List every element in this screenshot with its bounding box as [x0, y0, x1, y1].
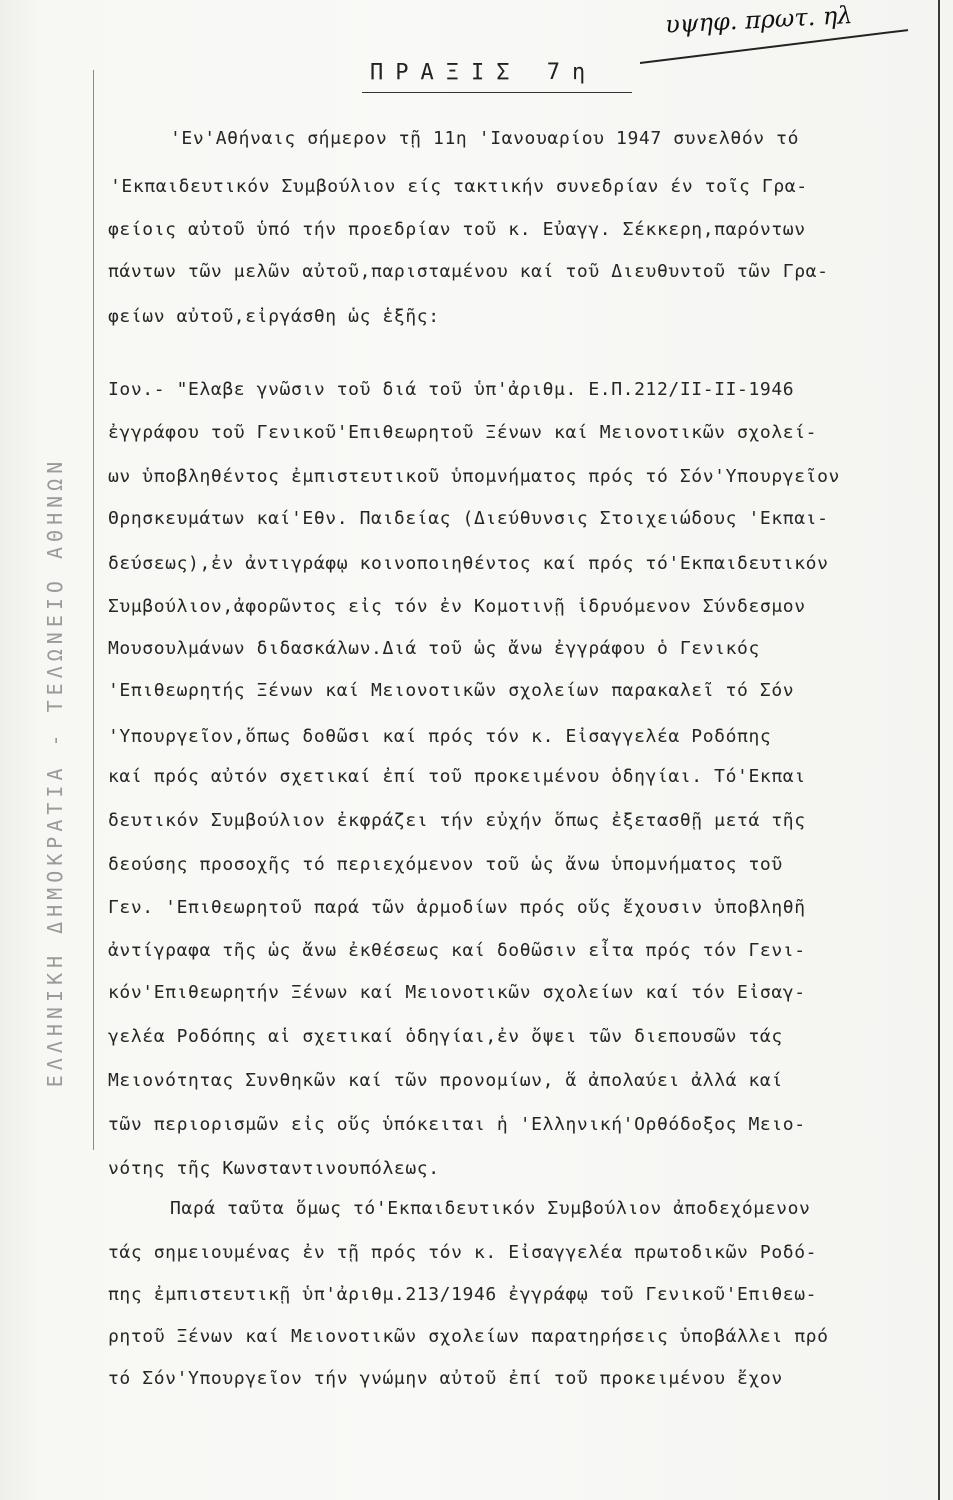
document-line: ρητοῦ Ξένων καί Μειονοτικῶν σχολείων παρατηρήσεις ὑποβάλλει πρό: [108, 1326, 829, 1347]
document-line: νότης τῆς Κωνσταντινουπόλεως.: [108, 1158, 440, 1179]
document-line: τό Σόν'Υπουργεῖον τήν γνώμην αὐτοῦ ἐπί τοῦ προκειμένου ἔχον: [108, 1368, 783, 1389]
document-line: ἀντίγραφα τῆς ὡς ἄνω ἐκθέσεως καί δοθῶσιν εἶτα πρός τόν Γενι-: [108, 940, 806, 961]
side-stamp: ΕΛΛΗΝΙΚΗ ΔΗΜΟΚΡΑΤΙΑ - ΤΕΛΩΝΕΙΟ ΑΘΗΝΩΝ: [43, 456, 67, 1088]
document-line: ων ὑποβληθέντος ἐμπιστευτικοῦ ὑπομνήματος πρός τό Σόν'Υπουργεῖον: [108, 466, 840, 487]
document-line: φείοις αὐτοῦ ὑπό τήν προεδρίαν τοῦ κ. Εὐαγγ. Σέκκερη,παρόντων: [108, 219, 806, 240]
document-line: τῶν περιορισμῶν εἰς οὕς ὑπόκειται ἡ 'Ελληνική'Ορθόδοξος Μειο-: [108, 1114, 806, 1135]
document-line: πάντων τῶν μελῶν αὐτοῦ,παρισταμένου καί τοῦ Διευθυντοῦ τῶν Γρα-: [108, 261, 829, 282]
document-line: πης ἐμπιστευτικῇ ὑπ'ἀριθμ.213/1946 ἐγγράφῳ τοῦ Γενικοῦ'Επιθεω-: [108, 1284, 818, 1305]
document-line: Μειονότητας Συνθηκῶν καί τῶν προνομίων, ἅ ἀπολαύει ἀλλά καί: [108, 1070, 783, 1091]
document-line: ἐγγράφου τοῦ Γενικοῦ'Επιθεωρητοῦ Ξένων καί Μειονοτικῶν σχολεί-: [108, 422, 818, 443]
document-line: Συμβούλιον,ἀφορῶντος εἰς τόν ἐν Κομοτινῇ ἱδρυόμενον Σύνδεσμον: [108, 596, 806, 617]
document-line: φείων αὐτοῦ,εἰργάσθη ὡς ἑξῆς:: [108, 306, 440, 327]
document-line: Γεν. 'Επιθεωρητοῦ παρά τῶν ἁρμοδίων πρός οὕς ἔχουσιν ὑποβληθῆ: [108, 897, 806, 918]
document-line: Θρησκευμάτων καί'Εθν. Παιδείας (Διεύθυνσις Στοιχειώδους 'Εκπαι-: [108, 508, 829, 529]
page-edge: [938, 0, 940, 1500]
document-line: γελέα Ροδόπης αἱ σχετικαί ὁδηγίαι,ἐν ὄψει τῶν διεπουσῶν τάς: [108, 1026, 783, 1047]
title-underline: [362, 92, 632, 93]
document-line: 'Εκπαιδευτικόν Συμβούλιον είς τακτικήν συνεδρίαν έν τοῖς Γρα-: [110, 176, 808, 197]
document-line: Μουσουλμάνων διδασκάλων.Διά τοῦ ὡς ἄνω ἐγγράφου ὁ Γενικός: [108, 638, 760, 659]
handwritten-note: υψηφ. πρωτ. ηλ: [664, 1, 854, 39]
document-line: δευτικόν Συμβούλιον ἐκφράζει τήν εὐχήν ὅπως ἐξετασθῇ μετά τῆς: [108, 810, 806, 831]
document-line: Ιον.- "Ελαβε γνῶσιν τοῦ διά τοῦ ὑπ'ἀριθμ. Ε.Π.212/II-II-1946: [108, 379, 795, 400]
margin-rule: [93, 70, 94, 1150]
document-line: 'Υπουργεῖον,ὅπως δοθῶσι καί πρός τόν κ. Εἰσαγγελέα Ροδόπης: [108, 726, 772, 747]
document-line: κόν'Επιθεωρητήν Ξένων καί Μειονοτικῶν σχολείων καί τόν Εἰσαγ-: [108, 982, 806, 1003]
document-line: 'Επιθεωρητής Ξένων καί Μειονοτικῶν σχολείων παρακαλεῖ τό Σόν: [108, 680, 795, 701]
document-line: 'Εν'Αθήναις σήμερον τῇ 11η 'Ιανουαρίου 1947 συνελθόν τό: [170, 128, 800, 149]
document-line: καί πρός αὐτόν σχετικαί ἐπί τοῦ προκειμένου ὁδηγίαι. Τό'Εκπαι: [108, 766, 806, 787]
document-line: δεύσεως),ἐν ἀντιγράφῳ κοινοποιηθέντος καί πρός τό'Εκπαιδευτικόν: [108, 553, 829, 574]
document-line: δεούσης προσοχῆς τό περιεχόμενον τοῦ ὡς ἄνω ὑπομνήματος τοῦ: [108, 854, 783, 875]
page-title: ΠΡΑΞΙΣ 7η: [370, 60, 598, 85]
document-line: Παρά ταῦτα ὅμως τό'Εκπαιδευτικόν Συμβούλιον ἀποδεχόμενον: [170, 1198, 811, 1219]
document-line: τάς σημειουμένας ἐν τῇ πρός τόν κ. Εἰσαγγελέα πρωτοδικῶν Ροδό-: [108, 1242, 818, 1263]
